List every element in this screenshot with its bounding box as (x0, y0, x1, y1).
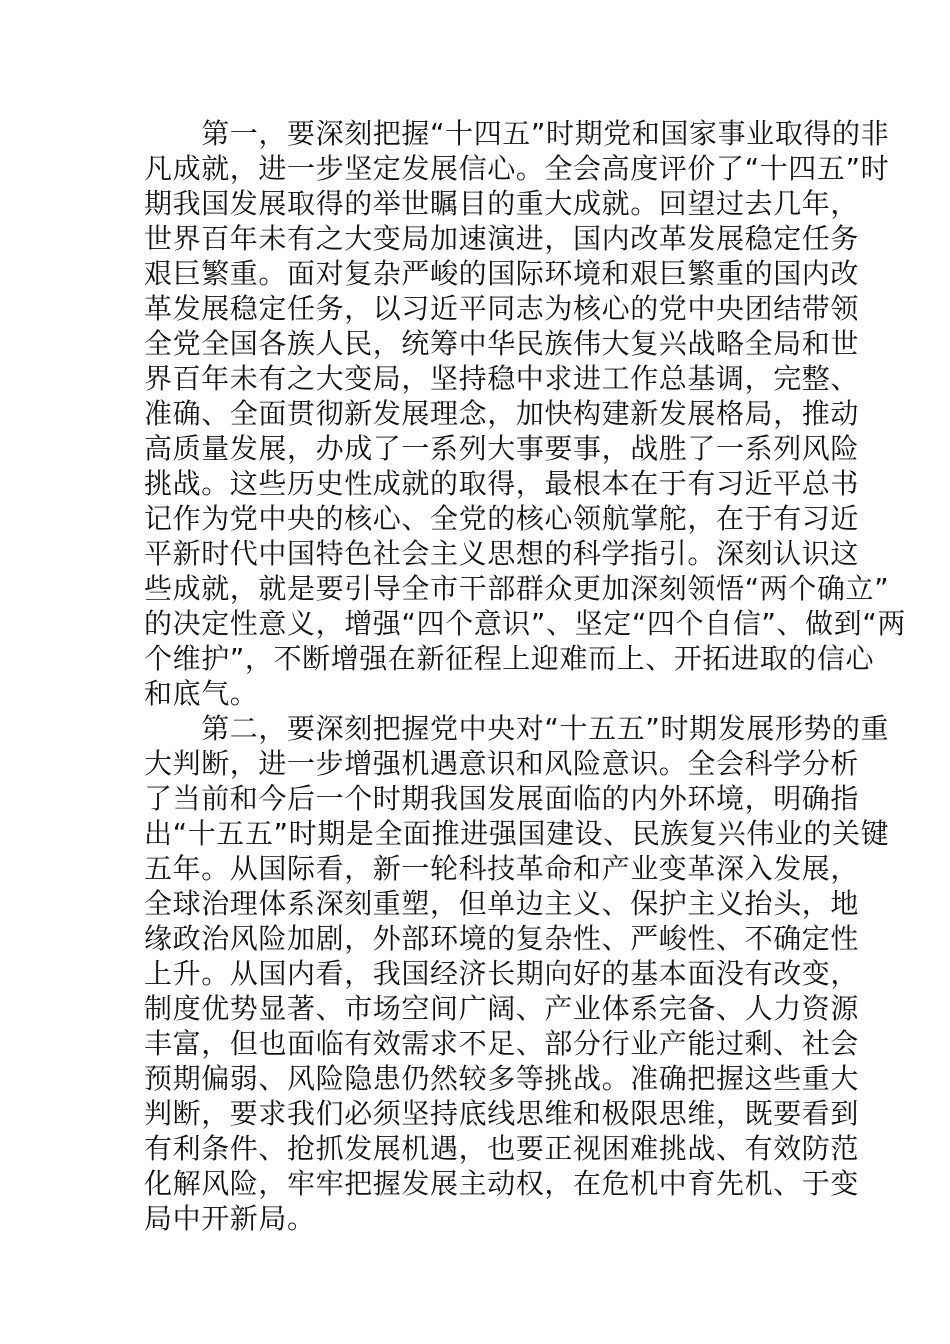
text-line: 全球治理体系深刻重塑，但单边主义、保护主义抬头，地 (144, 887, 860, 920)
text-line: 革发展稳定任务，以习近平同志为核心的党中央团结带领 (144, 292, 860, 325)
text-line: 五年。从国际看，新一轮科技革命和产业变革深入发展， (144, 852, 860, 885)
text-line: 丰富，但也面临有效需求不足、部分行业产能过剩、社会 (144, 1027, 860, 1060)
text-line: 了当前和今后一个时期我国发展面临的内外环境，明确指 (144, 782, 860, 815)
text-line: 局中开新局。 (144, 1202, 316, 1235)
text-line: 有利条件、抢抓发展机遇，也要正视困难挑战、有效防范 (144, 1132, 860, 1165)
text-line: 上升。从国内看，我国经济长期向好的基本面没有改变， (144, 957, 860, 990)
text-line: 些成就，就是要引导全市干部群众更加深刻领悟“两个确立” (144, 572, 890, 605)
text-line: 出“十五五”时期是全面推进强国建设、民族复兴伟业的关键 (144, 817, 890, 850)
text-line: 记作为党中央的核心、全党的核心领航掌舵，在于有习近 (144, 502, 860, 535)
text-line: 第二，要深刻把握党中央对“十五五”时期发展形势的重 (144, 712, 890, 745)
paragraph-1 (144, 116, 906, 711)
text-line: 个维护”，不断增强在新征程上迎难而上、开拓进取的信心 (144, 642, 875, 675)
text-line: 的决定性意义，增强“四个意识”、坚定“四个自信”、做到“两 (144, 607, 906, 640)
text-line: 全党全国各族人民，统筹中华民族伟大复兴战略全局和世 (144, 327, 860, 360)
text-line: 界百年未有之大变局，坚持稳中求进工作总基调，完整、 (144, 362, 860, 395)
text-line: 平新时代中国特色社会主义思想的科学指引。深刻认识这 (144, 537, 860, 570)
text-line: 大判断，进一步增强机遇意识和风险意识。全会科学分析 (144, 747, 860, 780)
text-line: 和底气。 (144, 677, 259, 710)
text-line: 第一，要深刻把握“十四五”时期党和国家事业取得的非 (144, 117, 890, 150)
text-line: 期我国发展取得的举世瞩目的重大成就。回望过去几年， (144, 187, 860, 220)
text-line: 判断，要求我们必须坚持底线思维和极限思维，既要看到 (144, 1097, 860, 1130)
document-body (144, 116, 906, 1236)
text-line: 制度优势显著、市场空间广阔、产业体系完备、人力资源 (144, 992, 860, 1025)
text-line: 准确、全面贯彻新发展理念，加快构建新发展格局，推动 (144, 397, 860, 430)
text-line: 世界百年未有之大变局加速演进，国内改革发展稳定任务 (144, 222, 860, 255)
text-line: 高质量发展，办成了一系列大事要事，战胜了一系列风险 (144, 432, 860, 465)
text-line: 化解风险，牢牢把握发展主动权，在危机中育先机、于变 (144, 1167, 860, 1200)
text-line: 缘政治风险加剧，外部环境的复杂性、严峻性、不确定性 (144, 922, 860, 955)
paragraph-2 (144, 711, 890, 1236)
text-line: 挑战。这些历史性成就的取得，最根本在于有习近平总书 (144, 467, 860, 500)
text-line: 凡成就，进一步坚定发展信心。全会高度评价了“十四五”时 (144, 152, 890, 185)
text-line: 艰巨繁重。面对复杂严峻的国际环境和艰巨繁重的国内改 (144, 257, 860, 290)
text-line: 预期偏弱、风险隐患仍然较多等挑战。准确把握这些重大 (144, 1062, 860, 1095)
